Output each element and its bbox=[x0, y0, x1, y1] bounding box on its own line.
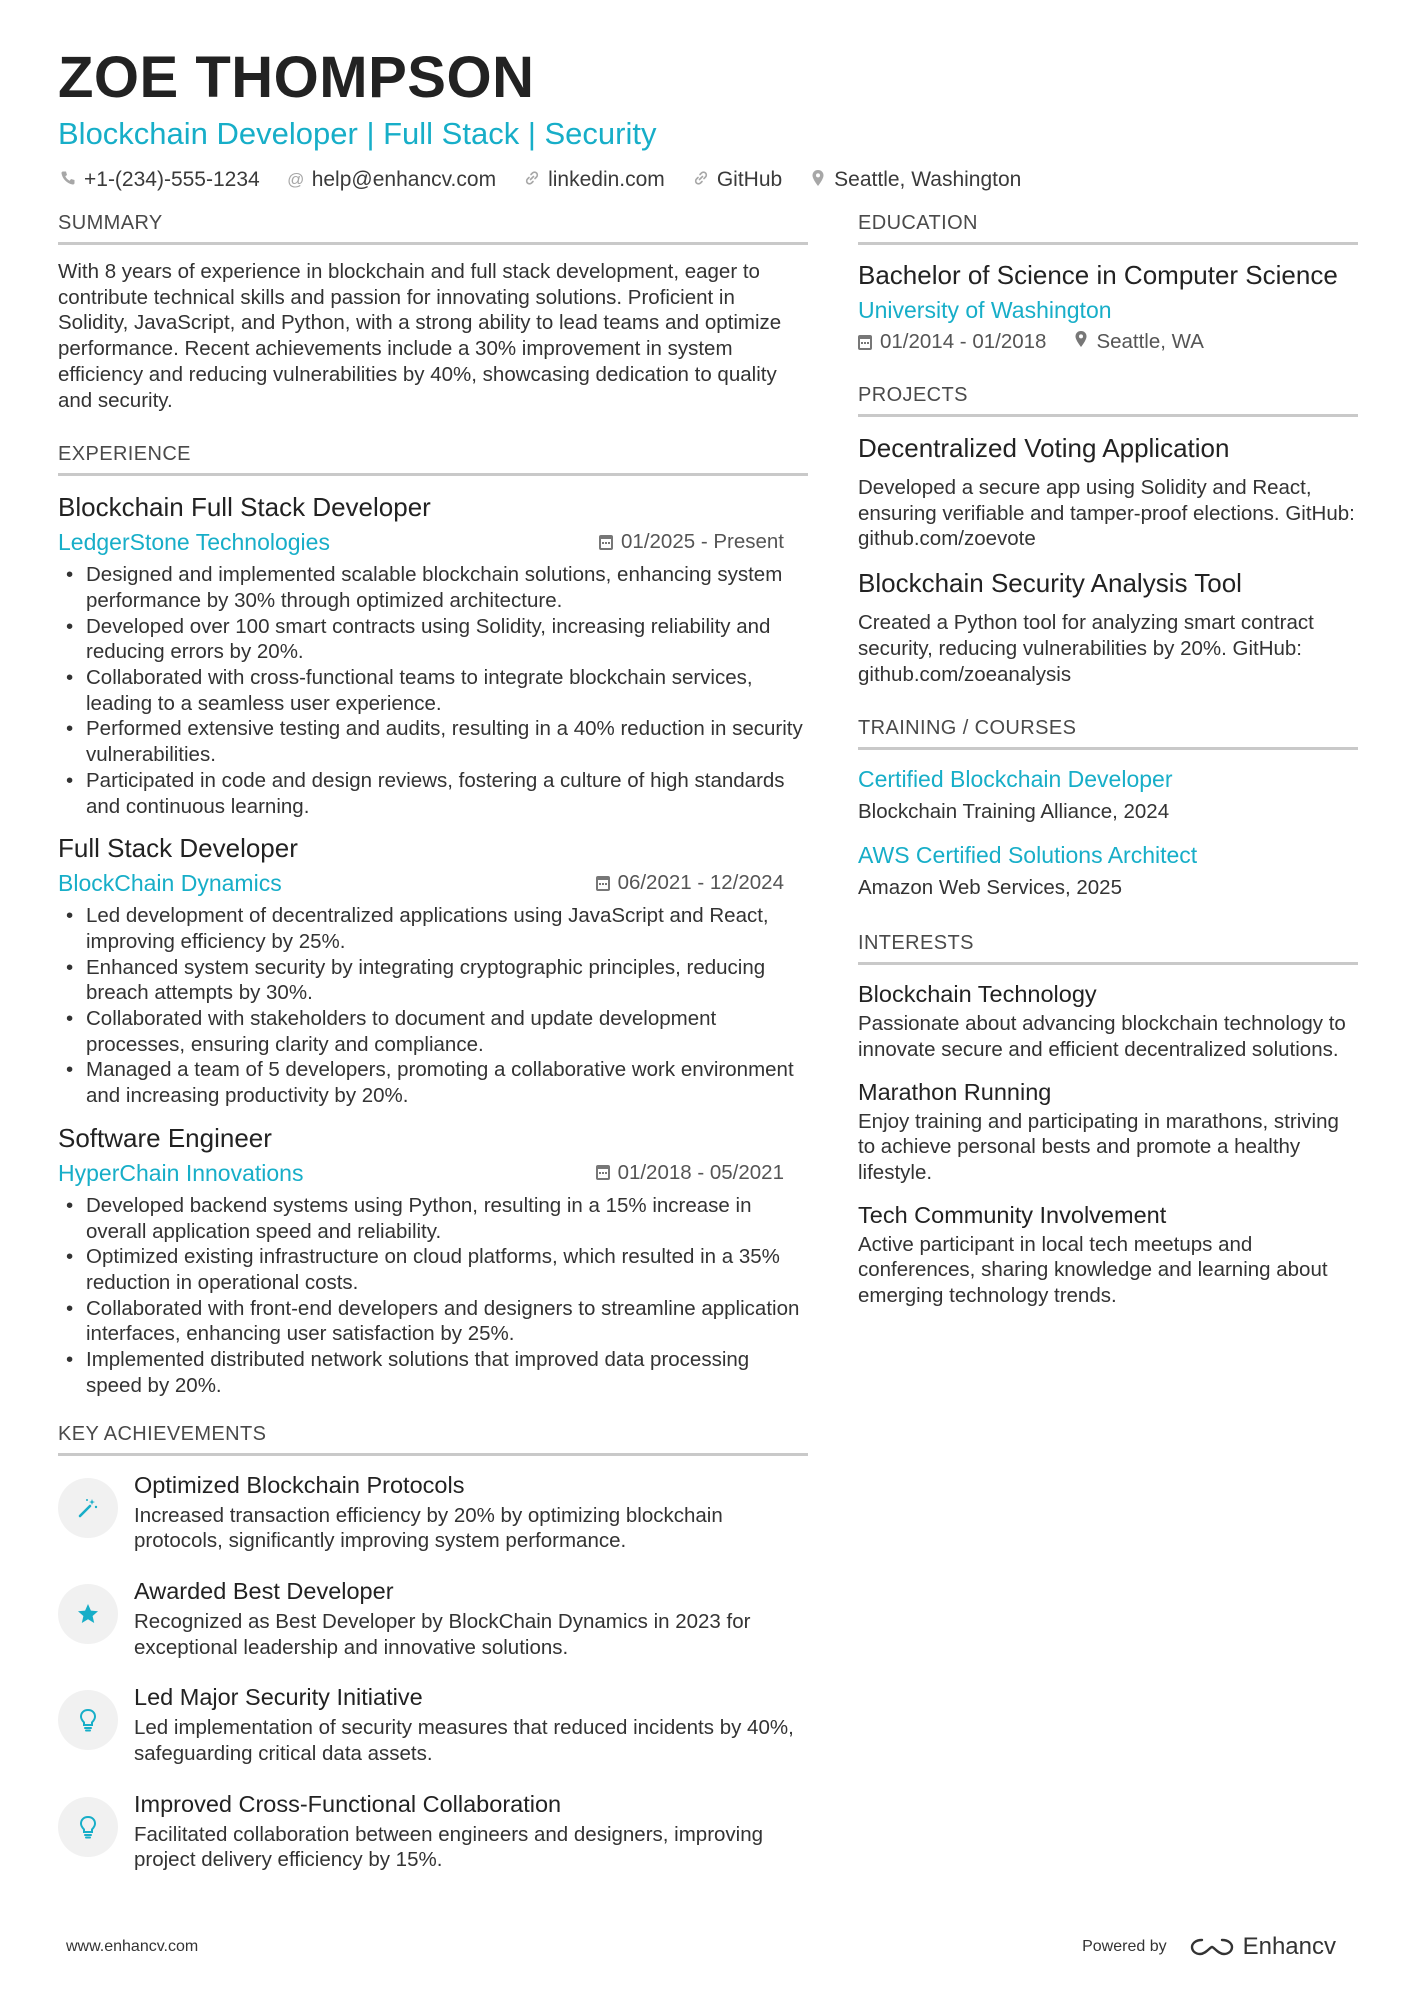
project-title: Blockchain Security Analysis Tool bbox=[858, 568, 1242, 599]
job-entry bbox=[58, 490, 808, 819]
contact-location-text: Seattle, Washington bbox=[834, 168, 1022, 191]
job-dates bbox=[596, 871, 808, 895]
projects-heading: PROJECTS bbox=[858, 382, 1358, 417]
calendar-icon bbox=[599, 535, 613, 550]
right-column bbox=[858, 210, 1358, 1323]
job-bullet: • Designed and implemented scalable blockchain solutions, enhancing system performance by 30% through optimized architecture. bbox=[58, 562, 808, 613]
left-column bbox=[58, 210, 808, 1895]
job-dates bbox=[599, 530, 808, 554]
achievement-item bbox=[58, 1789, 808, 1873]
job-dates-text: 01/2025 - Present bbox=[621, 530, 784, 554]
job-bullets bbox=[58, 562, 808, 819]
link-icon bbox=[691, 170, 711, 191]
achievement-title: Improved Cross-Functional Collaboration bbox=[134, 1790, 562, 1817]
page-footer bbox=[66, 1933, 1336, 1961]
interest-title: Marathon Running bbox=[858, 1078, 1052, 1105]
education-entry bbox=[858, 259, 1358, 354]
footer-brand[interactable] bbox=[1082, 1933, 1336, 1961]
course-title: Certified Blockchain Developer bbox=[858, 766, 1173, 793]
contact-linkedin[interactable] bbox=[522, 168, 665, 192]
course-meta: Blockchain Training Alliance, 2024 bbox=[858, 800, 1170, 824]
education-meta bbox=[858, 330, 1358, 354]
contact-bar bbox=[58, 168, 1358, 192]
education-heading: EDUCATION bbox=[858, 210, 1358, 245]
calendar-icon bbox=[596, 1165, 610, 1180]
job-title: Software Engineer bbox=[58, 1122, 272, 1153]
project-title: Decentralized Voting Application bbox=[858, 433, 1230, 463]
job-title: Full Stack Developer bbox=[58, 833, 298, 864]
job-bullet: • Performed extensive testing and audits, resulting in a 40% reduction in security vulnerabilities. bbox=[58, 716, 808, 767]
contact-email[interactable] bbox=[286, 168, 496, 192]
interest-desc: Enjoy training and participating in marathons, striving to achieve personal bests and promote a healthy lifestyle. bbox=[858, 1109, 1339, 1185]
contact-linkedin-text: linkedin.com bbox=[548, 168, 665, 191]
job-bullet: • Managed a team of 5 developers, promoting a collaborative work environment and increasing productivity by 20%. bbox=[58, 1057, 808, 1108]
summary-heading: SUMMARY bbox=[58, 210, 808, 245]
company-name: HyperChain Innovations bbox=[58, 1159, 304, 1186]
brand-name: Enhancv bbox=[1242, 1933, 1336, 1960]
achievements-section bbox=[58, 1421, 808, 1874]
achievement-desc: Facilitated collaboration between engineers and designers, improving project delivery efficiency by 15%. bbox=[134, 1822, 764, 1872]
contact-github-text: GitHub bbox=[716, 168, 783, 191]
course-title: AWS Certified Solutions Architect bbox=[858, 842, 1198, 869]
job-title: Blockchain Full Stack Developer bbox=[58, 492, 431, 523]
calendar-icon bbox=[596, 876, 610, 891]
education-degree: Bachelor of Science in Computer Science bbox=[858, 260, 1338, 290]
enhancv-logo bbox=[1189, 1933, 1336, 1961]
job-dates bbox=[596, 1161, 808, 1185]
education-dates: 01/2014 - 01/2018 bbox=[880, 330, 1047, 353]
candidate-name: ZOE THOMPSON bbox=[58, 45, 535, 110]
interest-title: Tech Community Involvement bbox=[858, 1201, 1167, 1228]
achievement-desc: Recognized as Best Developer by BlockChain Dynamics in 2023 for exceptional leadership and innovative solutions. bbox=[134, 1609, 751, 1659]
job-bullet: • Developed backend systems using Python, resulting in a 15% increase in overall application speed and reliability. bbox=[58, 1193, 808, 1244]
footer-url[interactable]: www.enhancv.com bbox=[66, 1938, 199, 1955]
course-item bbox=[858, 764, 1358, 826]
job-bullet: • Implemented distributed network solutions that improved data processing speed by 20%. bbox=[58, 1347, 808, 1398]
job-bullet: • Developed over 100 smart contracts using Solidity, increasing reliability and reducing errors by 20%. bbox=[58, 614, 808, 665]
job-bullet: • Collaborated with cross-functional teams to integrate blockchain services, leading to a seamless user experience. bbox=[58, 665, 808, 716]
link-icon bbox=[522, 170, 542, 191]
job-bullet: • Collaborated with stakeholders to document and update development processes, ensuring clarity and compliance. bbox=[58, 1006, 808, 1057]
interest-title: Blockchain Technology bbox=[858, 981, 1097, 1008]
interest-item bbox=[858, 979, 1358, 1062]
interest-item bbox=[858, 1077, 1358, 1186]
interest-desc: Active participant in local tech meetups and conferences, sharing knowledge and learning about emerging technology trends. bbox=[858, 1232, 1328, 1308]
training-heading: TRAINING / COURSES bbox=[858, 715, 1358, 750]
course-meta: Amazon Web Services, 2025 bbox=[858, 876, 1122, 900]
interest-desc: Passionate about advancing blockchain technology to innovate secure and efficient decentralized solutions. bbox=[858, 1012, 1346, 1061]
job-entry bbox=[58, 831, 808, 1109]
contact-phone[interactable] bbox=[58, 168, 260, 192]
achievement-desc: Increased transaction efficiency by 20% by optimizing blockchain protocols, significantly improving system performance. bbox=[134, 1503, 723, 1553]
achievement-title: Optimized Blockchain Protocols bbox=[134, 1471, 465, 1498]
company-name: BlockChain Dynamics bbox=[58, 870, 282, 897]
lightbulb-icon bbox=[58, 1797, 118, 1857]
education-school: University of Washington bbox=[858, 297, 1112, 323]
calendar-icon bbox=[858, 335, 872, 350]
contact-phone-text: +1-(234)-555-1234 bbox=[84, 168, 260, 191]
summary-text: With 8 years of experience in blockchain and full stack development, eager to contribute technical skills and passion for innovating solutions. Proficient in Solidity, JavaScript, and Python, with a strong ability to lead teams and optimize performance. Recent achievements include a 30% improvement in system efficiency and reducing vulnerabilities by 40%, showcasing dedication to quality and security. bbox=[58, 260, 782, 412]
job-bullet: • Enhanced system security by integrating cryptographic principles, reducing breach attempts by 30%. bbox=[58, 955, 808, 1006]
job-bullet: • Optimized existing infrastructure on cloud platforms, which resulted in a 35% reduction in operational costs. bbox=[58, 1244, 808, 1295]
job-entry bbox=[58, 1121, 808, 1399]
achievement-item bbox=[58, 1470, 808, 1554]
achievement-desc: Led implementation of security measures that reduced incidents by 40%, safeguarding critical data assets. bbox=[134, 1716, 794, 1766]
education-location: Seattle, WA bbox=[1096, 330, 1204, 353]
job-bullet: • Led development of decentralized applications using JavaScript and React, improving efficiency by 25%. bbox=[58, 903, 808, 954]
job-dates-text: 01/2018 - 05/2021 bbox=[617, 1160, 784, 1184]
lightbulb-icon bbox=[58, 1690, 118, 1750]
candidate-title: Blockchain Developer | Full Stack | Security bbox=[58, 116, 657, 151]
job-bullet: • Participated in code and design reviews, fostering a culture of high standards and continuous learning. bbox=[58, 768, 808, 819]
achievement-item bbox=[58, 1576, 808, 1660]
contact-location bbox=[808, 168, 1021, 192]
star-icon bbox=[58, 1584, 118, 1644]
magic-wand-icon bbox=[58, 1478, 118, 1538]
enhancv-logo-icon bbox=[1189, 1935, 1235, 1959]
job-dates-text: 06/2021 - 12/2024 bbox=[617, 871, 784, 895]
location-pin-icon bbox=[808, 169, 828, 192]
job-bullet: • Collaborated with front-end developers and designers to streamline application interfaces, enhancing user satisfaction by 25%. bbox=[58, 1296, 808, 1347]
phone-icon bbox=[58, 170, 78, 191]
achievement-title: Awarded Best Developer bbox=[134, 1577, 394, 1604]
course-item bbox=[858, 840, 1358, 902]
interests-heading: INTERESTS bbox=[858, 930, 1358, 965]
company-name: LedgerStone Technologies bbox=[58, 529, 330, 556]
achievement-title: Led Major Security Initiative bbox=[134, 1684, 423, 1711]
interest-item bbox=[858, 1200, 1358, 1309]
at-icon: @ bbox=[287, 170, 305, 189]
project-item bbox=[858, 431, 1358, 552]
resume-header bbox=[58, 44, 1358, 192]
project-item bbox=[858, 566, 1358, 687]
achievement-item bbox=[58, 1682, 808, 1766]
contact-email-text: help@enhancv.com bbox=[311, 168, 497, 191]
achievements-heading: KEY ACHIEVEMENTS bbox=[58, 1421, 808, 1456]
project-desc: Developed a secure app using Solidity and React, ensuring verifiable and tamper-proof elections. GitHub: github.com/zoevote bbox=[858, 476, 1355, 551]
project-desc: Created a Python tool for analyzing smart contract security, reducing vulnerabilities by 20%. GitHub: github.com/zoeanalysis bbox=[858, 611, 1314, 686]
contact-github[interactable] bbox=[691, 168, 782, 192]
location-pin-icon bbox=[1074, 330, 1088, 354]
powered-by-label: Powered by bbox=[1082, 1938, 1167, 1955]
job-bullets bbox=[58, 1193, 808, 1399]
job-bullets bbox=[58, 903, 808, 1109]
experience-heading: EXPERIENCE bbox=[58, 441, 808, 476]
